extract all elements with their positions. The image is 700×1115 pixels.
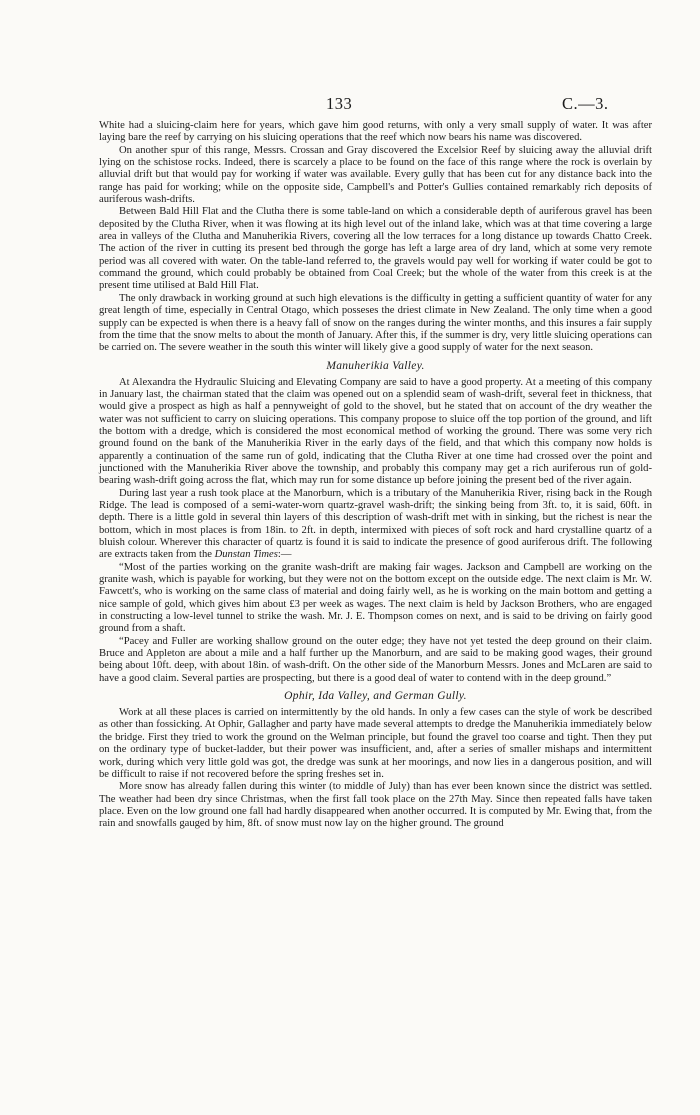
paragraph-excelsior-reef: On another spur of this range, Messrs. Crossan and Gray discovered the Excelsior Reef by sluicing away the alluvial drift lying on the schistose rocks. Indeed, there is scarcely a place to be found on the face of this range where the rock is overlain by alluvial drift but that would pay for working if water was available. Every gully that has been cut for any distance back into the range has paid for working; while on the opposite side, Campbell's and Potter's Gullies contained remarkably rich deposits of auriferous wash-drifts.: [99, 144, 652, 206]
paragraph-snowfall: More snow has already fallen during this winter (to middle of July) than has ever been known since the district was settled. The weather had been dry since Christmas, when the first fall took place on the 27th May. Since then repeated falls have taken place. Even on the low ground one fall had hardly disappeared when another occurred. It is computed by Mr. Ewing that, from the rain and snowfalls gauged by him, 8ft. of snow must now lay on the higher ground. The ground: [99, 781, 652, 830]
section-heading-ophir: Ophir, Ida Valley, and German Gully.: [284, 690, 467, 703]
quote-pacey-and-fuller: “Pacey and Fuller are working shallow ground on the outer edge; they have not yet tested the deep ground on their claim. Bruce and Appleton are about a mile and a half further up the Manorburn, and are said to be making good wages, their ground being about 10ft. deep, with about 18in. of wash-drift. On the other side of the Manorburn Messrs. Jones and McLaren are said to have a good claim. Several parties are prospecting, but there is a good deal of water to contend with in the deep ground.”: [99, 635, 652, 684]
source-suffix: :—: [277, 549, 292, 561]
paragraph-alexandra-company: At Alexandra the Hydraulic Sluicing and Elevating Company are said to have a good property. At a meeting of this company in January last, the chairman stated that the claim was opened out on a splendid seam of wash-drift, several feet in thickness, that would give a prospect as high as half a pennyweight of gold to the shovel, but he stated that on account of the dry weather the water was not sufficient to carry on sluicing operations. This company propose to sluice off the top portion of the ground, and lift the bottom with a dredge, which is considered the most economical method of working the ground. There was some very rich ground found on the bank of the Manuherikia River in the early days of the field, and that which this company now holds is apparently a continuation of the same run of gold, indicating that the Clutha River at one time had crossed over the point and junctioned with the Manuherikia River above the township, and probably this company may get a rich auriferous run of gold-bearing wash-drift going across the flat, which may run for some distance up before joining the present bed of the river again.: [99, 376, 652, 487]
paragraph-bald-hill-flat: Between Bald Hill Flat and the Clutha there is some table-land on which a considerable depth of auriferous gravel has been deposited by the Clutha River, when it was flowing at its high level out of the inland lake, which was at that time covering a large area in valleys of the Clutha and Manuherikia Rivers, covering all the low terraces for a long distance up towards Chatto Creek. The action of the river in cutting its present bed through the gorge has left a large area of dry land, which at some very remote period was all covered with water. On the table-land referred to, the gravels would pay well for working if water could be got to command the ground, which could probably be obtained from Coal Creek; but the whole of the water from this creek is at the present time utilised at Bald Hill Flat.: [99, 206, 652, 292]
paragraph-ophir-dredge: Work at all these places is carried on intermittently by the old hands. In only a few cases can the style of work be described as other than fossicking. At Ophir, Gallagher and party have made several attempts to dredge the Manuherikia immediately below the bridge. First they tried to work the ground on the Welman principle, but found the gravel too coarse and tight. Then they put on the ordinary type of bucket-ladder, but their power was insufficient, and, after a series of smaller mishaps and intermittent work, during which very little gold was got, the dredge was sunk at her moorings, and now lies in a dangerous position, and will be difficult to raise if not recovered before the spring freshes set in.: [99, 707, 652, 780]
manorburn-text: During last year a rush took place at the Manorburn, which is a tributary of the Manuherikia River, rising back in the Rough Ridge. The lead is composed of a semi-water-worn quartz-gravel wash-drift; the sinking being from 3ft. to, it is said, 60ft. in depth. There is a little gold in several thin layers of this description of wash-drift met with in sinking, but the richest is near the bottom, which in most places is from 18in. to 2ft. in depth, intermixed with pieces of soft rock and hard crystalline quartz of a bluish colour. Wherever this character of quartz is found it is said to indicate the presence of good auriferous drift. The following are extracts taken from the: [99, 487, 652, 561]
body-text: [99, 120, 652, 831]
page-header: [0, 94, 700, 116]
section-heading-manuherikia-valley: Manuherikia Valley.: [326, 359, 425, 372]
paragraph-white-sluicing-claim: White had a sluicing-claim here for years, which gave him good returns, with only a very small supply of water. It was after laying bare the reef by carrying on his sluicing operations that the reef which now bears his name was discovered.: [99, 120, 652, 144]
page-number: 133: [326, 94, 353, 113]
paragraph-water-drawback: The only drawback in working ground at such high elevations is the difficulty in getting a sufficient quantity of water for any great length of time, especially in Central Otago, which posseses the driest climate in New Zealand. The only time when a good supply can be expected is when there is a heavy fall of snow on the ranges during the winter months, and this insures a fair supply from the time that the snow melts to about the month of January. After this, if the summer is dry, very little sluicing operations can be carried on. The severe weather in the south this winter will likely give a good supply of water for the next season.: [99, 292, 652, 354]
source-newspaper-name: Dunstan Times: [214, 549, 278, 561]
quote-granite-wash-drift: “Most of the parties working on the granite wash-drift are making fair wages. Jackson and Campbell are working on the granite wash, which is payable for working, but they were not on the bottom except on the outside edge. The next claim is Mr. W. Fawcett's, who is working on the same class of material and doing fairly well, as he is working on the main bottom and getting a nice sample of gold, which gives him about £3 per week as wages. The next claim is held by Jackson Brothers, who are engaged in constructing a low-level tunnel to strike the wash. Mr. J. E. Thompson comes on next, and is said to be driving on fairly good ground from a shaft.: [99, 561, 652, 635]
document-reference: C.—3.: [562, 94, 609, 113]
paragraph-manorburn-rush: [99, 488, 652, 562]
